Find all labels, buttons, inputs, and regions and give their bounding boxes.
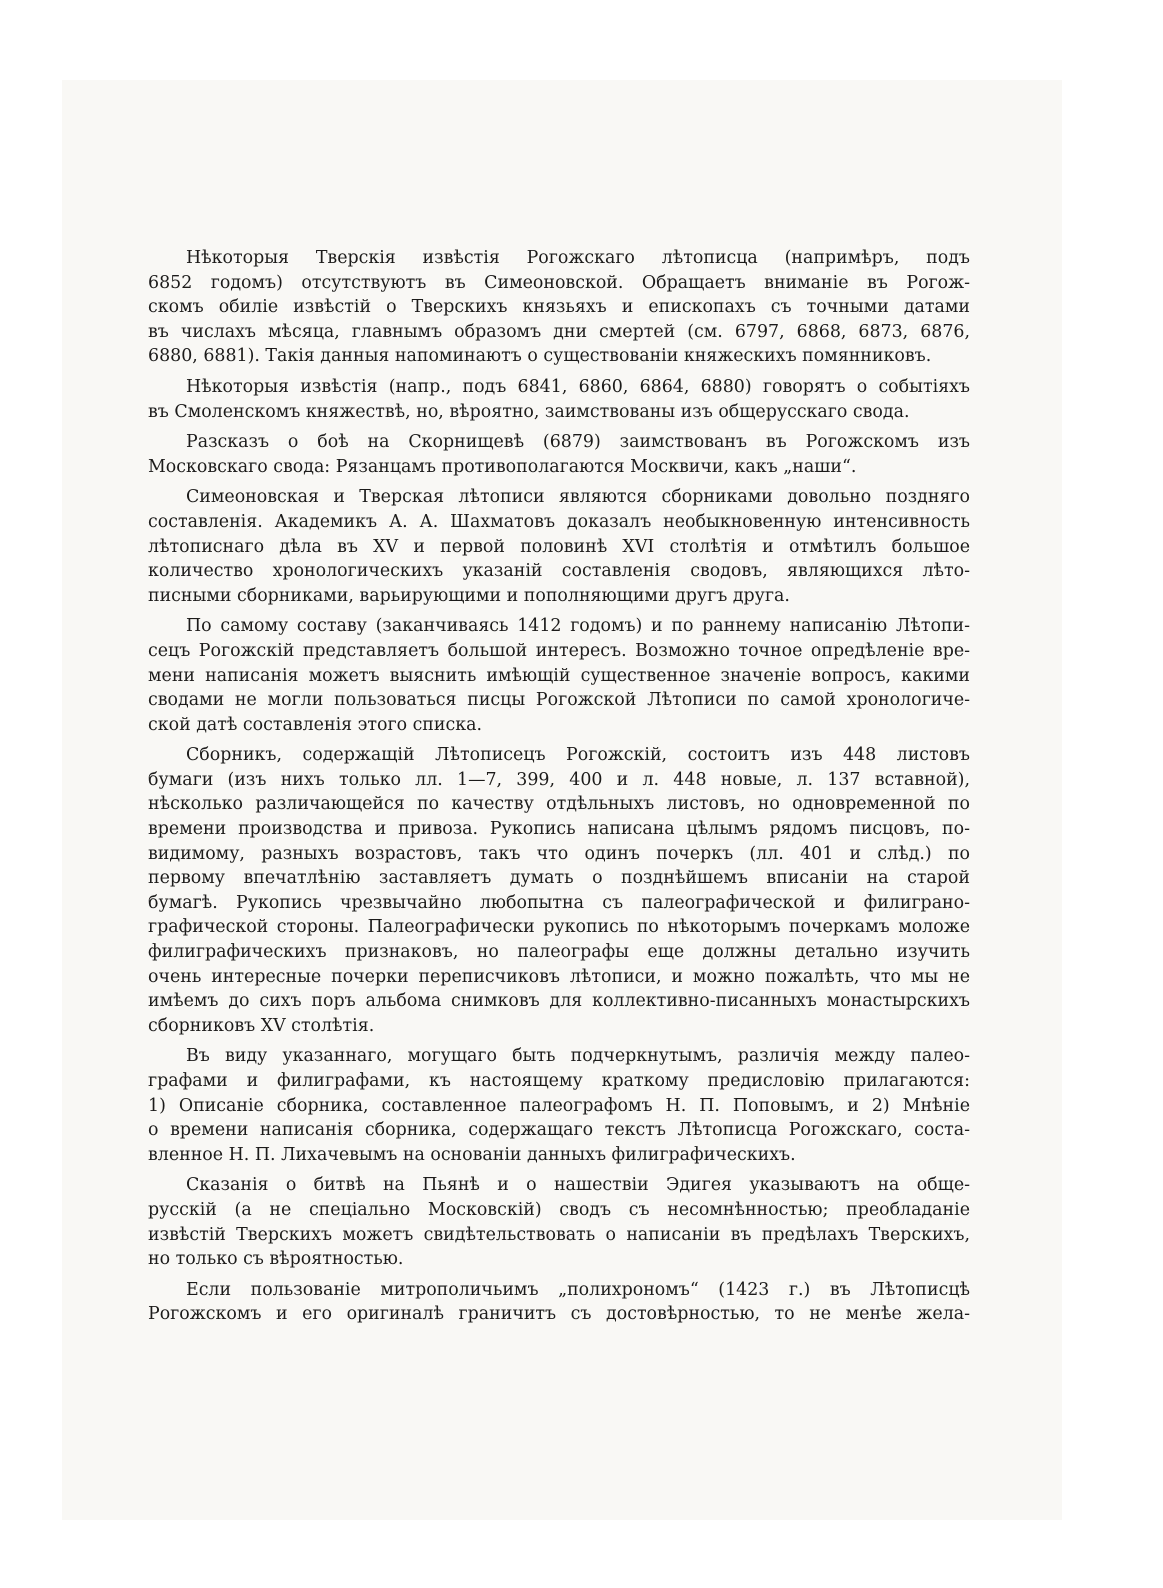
text-line: сводами не могли пользоваться писцы Рогожской Лѣтописи по самой хронологиче- — [148, 690, 970, 711]
text-line: Сборникъ, содержащій Лѣтописецъ Рогожскій, состоитъ изъ 448 листовъ — [186, 745, 970, 766]
text-line: Симеоновская и Тверская лѣтописи являются сборниками довольно поздняго — [186, 487, 970, 508]
text-line: графами и филиграфами, къ настоящему краткому предисловію прилагаются: — [148, 1071, 970, 1091]
document-body — [148, 246, 970, 1333]
text-line: времени производства и привоза. Рукопись написана цѣлымъ рядомъ писцовъ, по- — [148, 819, 970, 840]
text-line: Нѣкоторыя Тверскія извѣстія Рогожскаго лѣтописца (напримѣръ, подъ — [186, 248, 970, 268]
text-line: скомъ обиліе извѣстій о Тверскихъ князьяхъ и епископахъ съ точными датами — [148, 297, 970, 318]
text-line: филиграфическихъ признаковъ, но палеографы еще должны детально изучить — [148, 942, 970, 963]
text-line: нѣсколько различающейся по качеству отдѣльныхъ листовъ, но одновременной по — [148, 794, 970, 815]
text-line: сборниковъ XV столѣтія. — [148, 1015, 375, 1036]
text-line: въ Смоленскомъ княжествѣ, но, вѣроятно, заимствованы изъ общерусскаго свода. — [148, 401, 910, 422]
text-line: 1) Описаніе сборника, составленное палеографомъ Н. П. Поповымъ, и 2) Мнѣніе — [148, 1095, 970, 1116]
text-line: вленное Н. П. Лихачевымъ на основаніи данныхъ филиграфическихъ. — [148, 1144, 796, 1165]
text-line: о времени написанія сборника, содержащаго текстъ Лѣтописца Рогожскаго, соста- — [148, 1120, 970, 1141]
text-line: 6880, 6881). Такія данныя напоминаютъ о существованіи княжескихъ помянниковъ. — [148, 346, 932, 367]
paragraph — [148, 246, 970, 369]
text-line: русскій (а не спеціально Московскій) сводъ съ несомнѣнностью; преобладаніе — [148, 1199, 970, 1220]
paragraph — [148, 743, 970, 1038]
text-line: ской датѣ составленія этого списка. — [148, 714, 482, 735]
text-line: Московскаго свода: Рязанцамъ противополагаются Москвичи, какъ „наши“. — [148, 456, 857, 477]
text-line: По самому составу (заканчиваясь 1412 годомъ) и по раннему написанію Лѣтопи- — [186, 616, 970, 637]
paragraph — [148, 1173, 970, 1271]
text-line: но только съ вѣроятностью. — [148, 1249, 404, 1270]
text-line: Сказанія о битвѣ на Пьянѣ и о нашествіи Эдигея указываютъ на обще- — [186, 1175, 970, 1196]
text-line: мени написанія можетъ выяснить имѣющій существенное значеніе вопросъ, какими — [148, 665, 970, 686]
text-line: извѣстій Тверскихъ можетъ свидѣтельствовать о написаніи въ предѣлахъ Тверскихъ, — [148, 1224, 970, 1245]
paragraph — [148, 1278, 970, 1327]
text-line: Нѣкоторыя извѣстія (напр., подъ 6841, 6860, 6864, 6880) говорятъ о событіяхъ — [186, 376, 970, 397]
text-line: количество хронологическихъ указаній составленія сводовъ, являющихся лѣто- — [148, 561, 970, 582]
text-line: бумаги (изъ нихъ только лл. 1—7, 399, 400 и л. 448 новые, л. 137 вставной), — [148, 769, 970, 790]
text-line: составленія. Академикъ А. А. Шахматовъ доказалъ необыкновенную интенсивность — [148, 511, 970, 532]
text-line: имѣемъ до сихъ поръ альбома снимковъ для коллективно-писанныхъ монастырскихъ — [148, 991, 970, 1012]
paragraph — [148, 485, 970, 608]
paragraph — [148, 1044, 970, 1167]
text-line: Если пользованіе митрополичьимъ „полихрономъ“ (1423 г.) въ Лѣтописцѣ — [186, 1279, 970, 1300]
text-line: 6852 годомъ) отсутствуютъ въ Симеоновской. Обращаетъ вниманіе въ Рогож- — [148, 272, 970, 293]
paragraph — [148, 375, 970, 424]
text-line: первому впечатлѣнію заставляетъ думать о позднѣйшемъ вписаніи на старой — [148, 868, 970, 889]
text-line: графической стороны. Палеографически рукопись по нѣкоторымъ почеркамъ моложе — [148, 917, 970, 938]
text-line: Въ виду указаннаго, могущаго быть подчеркнутымъ, различія между палео- — [186, 1046, 970, 1067]
text-line: Разсказъ о боѣ на Скорнищевѣ (6879) заимствованъ въ Рогожскомъ изъ — [186, 432, 970, 453]
text-line: очень интересные почерки переписчиковъ лѣтописи, и можно пожалѣть, что мы не — [148, 966, 970, 987]
text-line: бумагѣ. Рукопись чрезвычайно любопытна съ палеографической и филиграно- — [148, 892, 970, 913]
paragraph — [148, 614, 970, 737]
text-line: сецъ Рогожскій представляетъ большой интересъ. Возможно точное опредѣленіе вре- — [148, 640, 970, 661]
text-line: видимому, разныхъ возрастовъ, такъ что одинъ почеркъ (лл. 401 и слѣд.) по — [148, 843, 970, 864]
text-line: въ числахъ мѣсяца, главнымъ образомъ дни смертей (см. 6797, 6868, 6873, 6876, — [148, 321, 970, 342]
text-line: писными сборниками, варьирующими и пополняющими другъ друга. — [148, 585, 790, 606]
text-line: Рогожскомъ и его оригиналѣ граничитъ съ достовѣрностью, то не менѣе жела- — [148, 1304, 970, 1325]
text-line: лѣтописнаго дѣла въ XV и первой половинѣ XVI столѣтія и отмѣтилъ большое — [148, 536, 970, 557]
paragraph — [148, 430, 970, 479]
